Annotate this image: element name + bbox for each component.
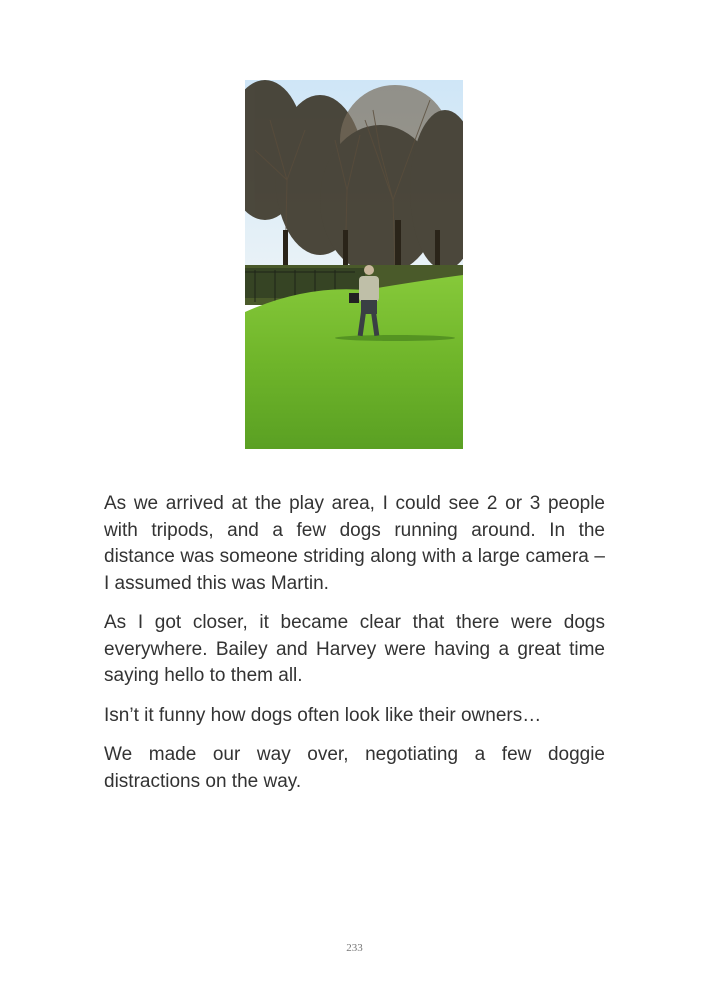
body-text xyxy=(104,491,605,808)
park-photo xyxy=(245,80,463,449)
paragraph-1: As we arrived at the play area, I could see 2 or 3 people with tripods, and a few dogs running around. In the distance was someone striding along with a large camera – I assumed this was Martin. xyxy=(104,493,605,594)
paragraph-2: As I got closer, it became clear that there were dogs everywhere. Bailey and Harvey were having a great time saying hello to them all. xyxy=(104,612,605,686)
page-number: 233 xyxy=(346,942,363,954)
walker-in-park-icon xyxy=(245,80,463,449)
paragraph-4: We made our way over, negotiating a few doggie distractions on the way. xyxy=(104,744,605,792)
paragraph-3: Isn’t it funny how dogs often look like their owners… xyxy=(104,704,542,726)
